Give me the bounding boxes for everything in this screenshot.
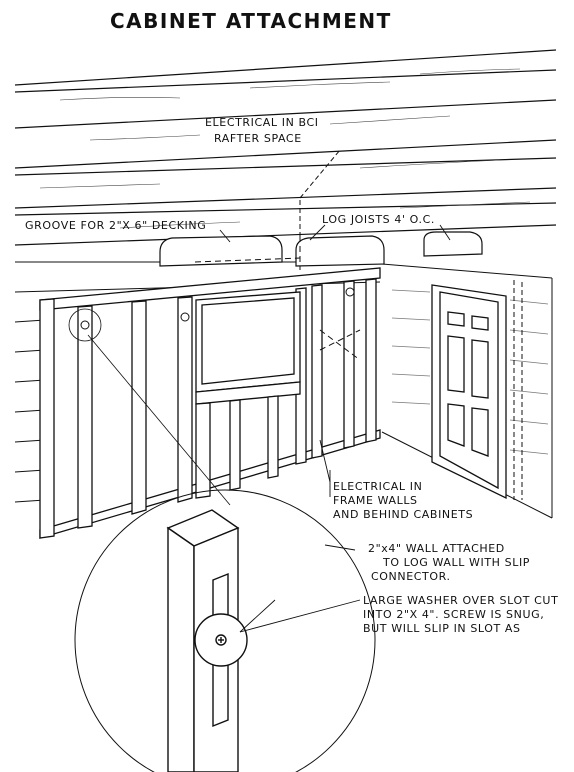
svg-text:LARGE WASHER OVER SLOT CUT: LARGE WASHER OVER SLOT CUT xyxy=(363,594,559,607)
svg-text:ELECTRICAL IN BCI: ELECTRICAL IN BCI xyxy=(205,116,319,129)
label-washer xyxy=(363,594,558,635)
label-log-joists: LOG JOISTS 4' O.C. xyxy=(322,213,435,226)
label-electrical-bci xyxy=(205,116,319,145)
svg-text:RAFTER SPACE: RAFTER SPACE xyxy=(214,132,302,145)
electrical-rafter-lines xyxy=(300,150,340,240)
svg-text:2"x4" WALL ATTACHED: 2"x4" WALL ATTACHED xyxy=(368,542,505,555)
svg-text:AND BEHIND CABINETS: AND BEHIND CABINETS xyxy=(333,508,474,521)
label-electrical-frame xyxy=(333,480,473,521)
svg-text:TO LOG WALL WITH SLIP: TO LOG WALL WITH SLIP xyxy=(383,556,531,569)
svg-text:INTO 2"X 4". SCREW IS SNUG,: INTO 2"X 4". SCREW IS SNUG, xyxy=(363,608,545,621)
label-groove: GROOVE FOR 2"X 6" DECKING xyxy=(25,219,207,232)
log-joists xyxy=(160,232,482,266)
svg-text:CONNECTOR.: CONNECTOR. xyxy=(371,570,451,583)
label-wall-attached xyxy=(368,542,530,583)
svg-text:BUT WILL SLIP IN SLOT AS: BUT WILL SLIP IN SLOT AS xyxy=(363,622,521,635)
svg-text:ELECTRICAL IN: ELECTRICAL IN xyxy=(333,480,423,493)
ceiling-deck xyxy=(15,50,556,245)
electrical-right-lines xyxy=(514,280,522,500)
stud-detail xyxy=(168,510,247,772)
svg-text:FRAME WALLS: FRAME WALLS xyxy=(333,494,418,507)
diagram-title: CABINET ATTACHMENT xyxy=(110,9,392,33)
door xyxy=(432,285,506,498)
wall-opening xyxy=(196,292,300,498)
